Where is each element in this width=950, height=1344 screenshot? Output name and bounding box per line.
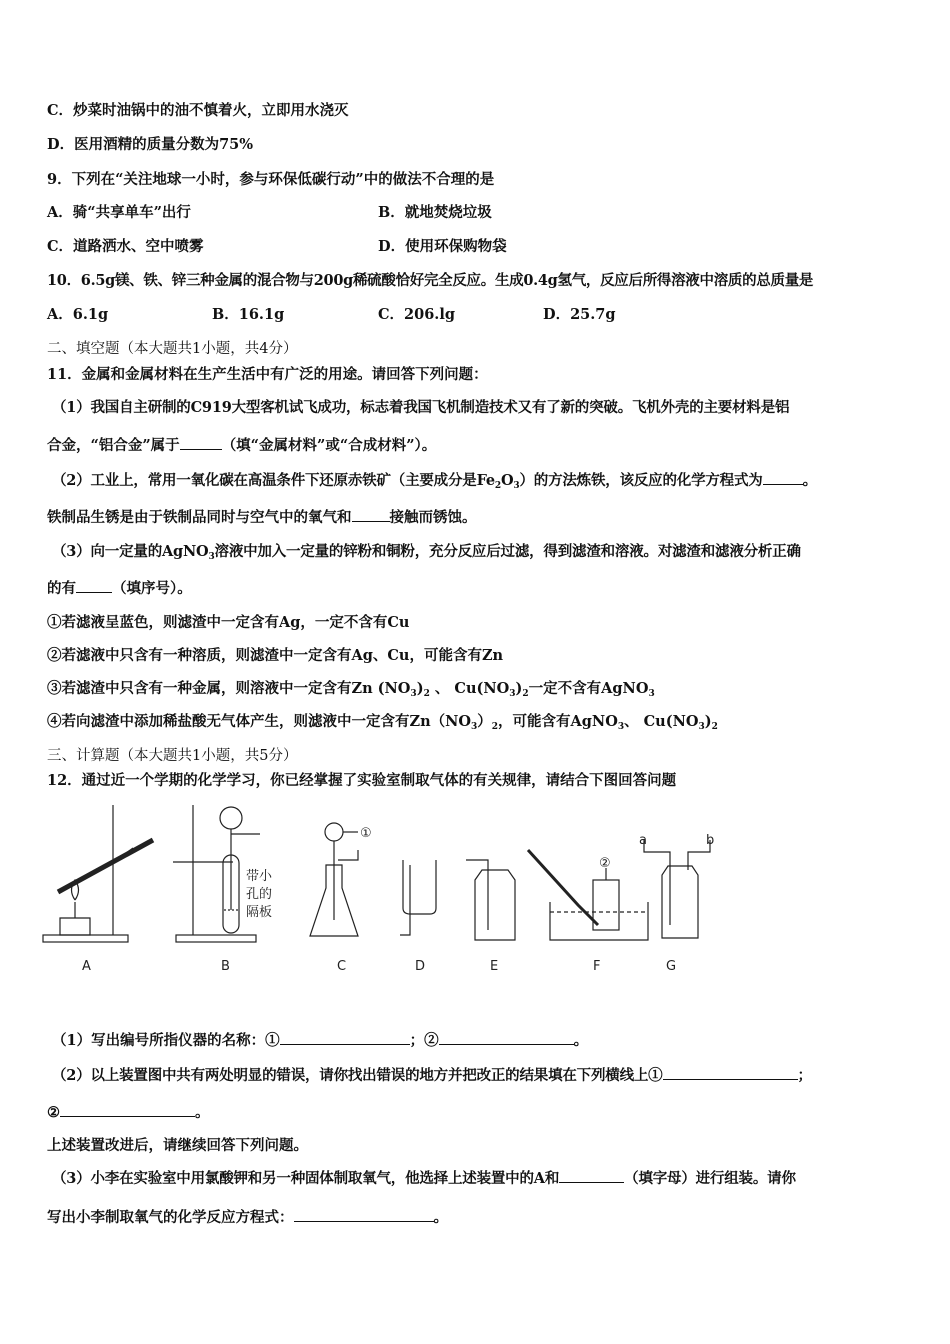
q12-part2-line2 (47, 1102, 210, 1123)
text: （2）工业上，常用一氧化碳在高温条件下还原赤铁矿（主要成分是Fe (52, 472, 495, 489)
subscript: 2 (711, 722, 718, 732)
label-c: C (337, 959, 347, 974)
text: 一定不含有AgNO (528, 680, 649, 697)
stand-base (43, 935, 128, 942)
marker-2: ② (599, 856, 611, 871)
clamp (108, 848, 133, 866)
delivery-tube (528, 850, 598, 925)
text: 。 (573, 1032, 589, 1049)
collecting-bottle (475, 870, 515, 940)
gas-bottle (662, 866, 698, 938)
answer-blank[interactable] (76, 578, 112, 593)
q11-choice-4 (47, 712, 718, 737)
port-b-label: b (706, 833, 715, 848)
text: 。 (195, 1104, 210, 1121)
text: 、 Cu(NO (429, 680, 510, 697)
q11-part1-line2 (47, 435, 436, 456)
subscript: 3 (208, 552, 215, 562)
marker-1: ① (360, 826, 372, 841)
text: （1）写出编号所指仪器的名称：① (52, 1032, 280, 1049)
text: ) (515, 680, 523, 697)
answer-blank[interactable] (60, 1102, 195, 1117)
text: （2）以上装置图中共有两处明显的错误，请你找出错误的地方并把改正的结果填在下列横线上① (52, 1067, 663, 1084)
apparatus-e (466, 860, 515, 940)
subscript: 3 (410, 689, 417, 699)
q10-stem: 10．6.5g镁、铁、锌三种金属的混合物与200g稀硫酸恰好完全反应。生成0.4g氢气，反应后所得溶液中溶质的总质量是 (47, 272, 814, 289)
text: （3）小李在实验室中用氯酸钾和另一种固体制取氧气，他选择上述装置中的A和 (52, 1170, 560, 1187)
text: 。 (433, 1209, 448, 1226)
text: （填序号）。 (112, 580, 192, 597)
answer-blank[interactable] (180, 435, 222, 450)
text: 溶液中加入一定量的锌粉和铜粉，充分反应后过滤，得到滤渣和溶液。对滤渣和滤液分析正确 (214, 543, 801, 560)
q12-part3-line2 (47, 1207, 448, 1228)
q11-part3-line1 (52, 542, 801, 567)
text: ）的方法炼铁，该反应的化学方程式为 (519, 472, 763, 489)
subscript: 2 (491, 722, 499, 732)
q10-option-a: A．6.1g (47, 306, 109, 323)
text: ) (416, 680, 424, 697)
alcohol-lamp (60, 902, 90, 935)
label-e: E (490, 959, 499, 974)
text: ；② (409, 1032, 439, 1049)
q11-choice-3 (47, 679, 655, 704)
q12-part2-line1 (52, 1065, 812, 1086)
text: 、 Cu(NO (624, 713, 699, 730)
q9-option-a: A．骑“共享单车”出行 (47, 204, 191, 221)
funnel-bulb (325, 823, 343, 841)
subscript: 3 (617, 722, 625, 732)
subscript: 3 (698, 722, 705, 732)
b-note-line1: 带小 (246, 869, 273, 884)
label-g: G (666, 959, 677, 974)
answer-blank[interactable] (352, 507, 390, 522)
q12-part3-line1 (52, 1168, 796, 1189)
text: ) (704, 713, 712, 730)
q9-option-d: D．使用环保购物袋 (378, 238, 507, 255)
subscript: 3 (648, 689, 655, 699)
q8-option-c: C．炒菜时油锅中的油不慎着火，立即用水浇灭 (47, 102, 349, 119)
q8-option-d: D．医用酒精的质量分数为75% (47, 136, 254, 153)
text: ④若向滤渣中添加稀盐酸无气体产生，则滤液中一定含有Zn（NO (47, 713, 472, 730)
port-a-label: a (639, 833, 647, 848)
text: 的有 (47, 580, 76, 597)
text: O (500, 472, 514, 489)
subscript: 3 (471, 722, 478, 732)
q11-stem: 11．金属和金属材料在生产生活中有广泛的用途。请回答下列问题： (47, 366, 488, 383)
apparatus-c (310, 823, 358, 936)
subscript: 2 (522, 689, 529, 699)
text: 接触而锈蚀。 (389, 509, 477, 526)
q9-option-b: B．就地焚烧垃圾 (378, 204, 492, 221)
answer-blank[interactable] (280, 1030, 410, 1045)
b-note-line3: 隔板 (246, 905, 273, 920)
text: ） (477, 713, 492, 730)
apparatus-d (400, 860, 436, 935)
q11-part2-line1 (52, 470, 817, 496)
q10-option-c: C．206.lg (378, 306, 456, 323)
label-d: D (415, 959, 426, 974)
subscript: 2 (494, 481, 501, 491)
answer-blank[interactable] (663, 1065, 798, 1080)
q11-part3-line2 (47, 578, 192, 599)
lab-apparatus-figure (38, 800, 738, 980)
section-fill-in-heading: 二、填空题（本大题共1小题，共4分） (47, 341, 298, 357)
text: 。 (802, 472, 817, 489)
q9-stem: 9．下列在“关注地球一小时，参与环保低碳行动”中的做法不合理的是 (47, 171, 495, 188)
section-calculation-heading: 三、计算题（本大题共1小题，共5分） (47, 748, 298, 764)
stand-base (176, 935, 256, 942)
b-note-line2: 孔的 (246, 887, 273, 902)
text: ② (47, 1104, 60, 1121)
text: （填“金属材料”或“合成材料”）。 (221, 437, 437, 454)
apparatus-g (644, 840, 710, 938)
delivery-tube (338, 850, 358, 860)
collecting-bottle (403, 860, 436, 914)
delivery-tube (400, 865, 410, 935)
text: 铁制品生锈是由于铁制品同时与空气中的氧气和 (47, 509, 352, 526)
text: ，可能含有AgNO (498, 713, 618, 730)
q12-stem: 12．通过近一个学期的化学学习，你已经掌握了实验室制取气体的有关规律，请结合下图回答问题 (47, 772, 677, 789)
answer-blank[interactable] (763, 470, 803, 485)
funnel-bulb (220, 807, 242, 829)
label-a: A (82, 959, 91, 974)
subscript: 3 (509, 689, 516, 699)
q12-part1 (52, 1030, 588, 1051)
apparatus-f (528, 850, 648, 940)
text: ； (797, 1067, 812, 1084)
water-trough (550, 902, 648, 940)
apparatus-a (43, 805, 153, 942)
subscript: 2 (423, 689, 430, 699)
q12-after-text: 上述装置改进后，请继续回答下列问题。 (47, 1137, 308, 1154)
answer-blank[interactable] (439, 1030, 574, 1045)
q11-part1-line1: （1）我国自主研制的C919大型客机试飞成功，标志着我国飞机制造技术又有了新的突破。飞机外壳的主要材料是铝 (52, 399, 790, 416)
label-b: B (221, 959, 230, 974)
text: （3）向一定量的AgNO (52, 543, 209, 560)
answer-blank[interactable] (559, 1168, 624, 1183)
subscript: 3 (513, 481, 520, 491)
text: 合金，“铝合金”属于 (47, 437, 180, 454)
q10-option-d: D．25.7g (543, 306, 616, 323)
text: ③若滤渣中只含有一种金属，则溶液中一定含有Zn (NO (47, 680, 411, 697)
label-f: F (593, 959, 601, 974)
q10-option-b: B．16.1g (212, 306, 285, 323)
q11-choice-2: ②若滤液中只含有一种溶质，则滤渣中一定含有Ag、Cu，可能含有Zn (47, 647, 504, 664)
q9-option-c: C．道路洒水、空中喷雾 (47, 238, 204, 255)
text: （填字母）进行组装。请你 (624, 1170, 796, 1187)
q11-part2-line2 (47, 507, 477, 528)
q11-choice-1: ①若滤液呈蓝色，则滤渣中一定含有Ag，一定不含有Cu (47, 614, 410, 631)
text: 写出小李制取氧气的化学反应方程式： (47, 1209, 294, 1226)
answer-blank[interactable] (294, 1207, 434, 1222)
